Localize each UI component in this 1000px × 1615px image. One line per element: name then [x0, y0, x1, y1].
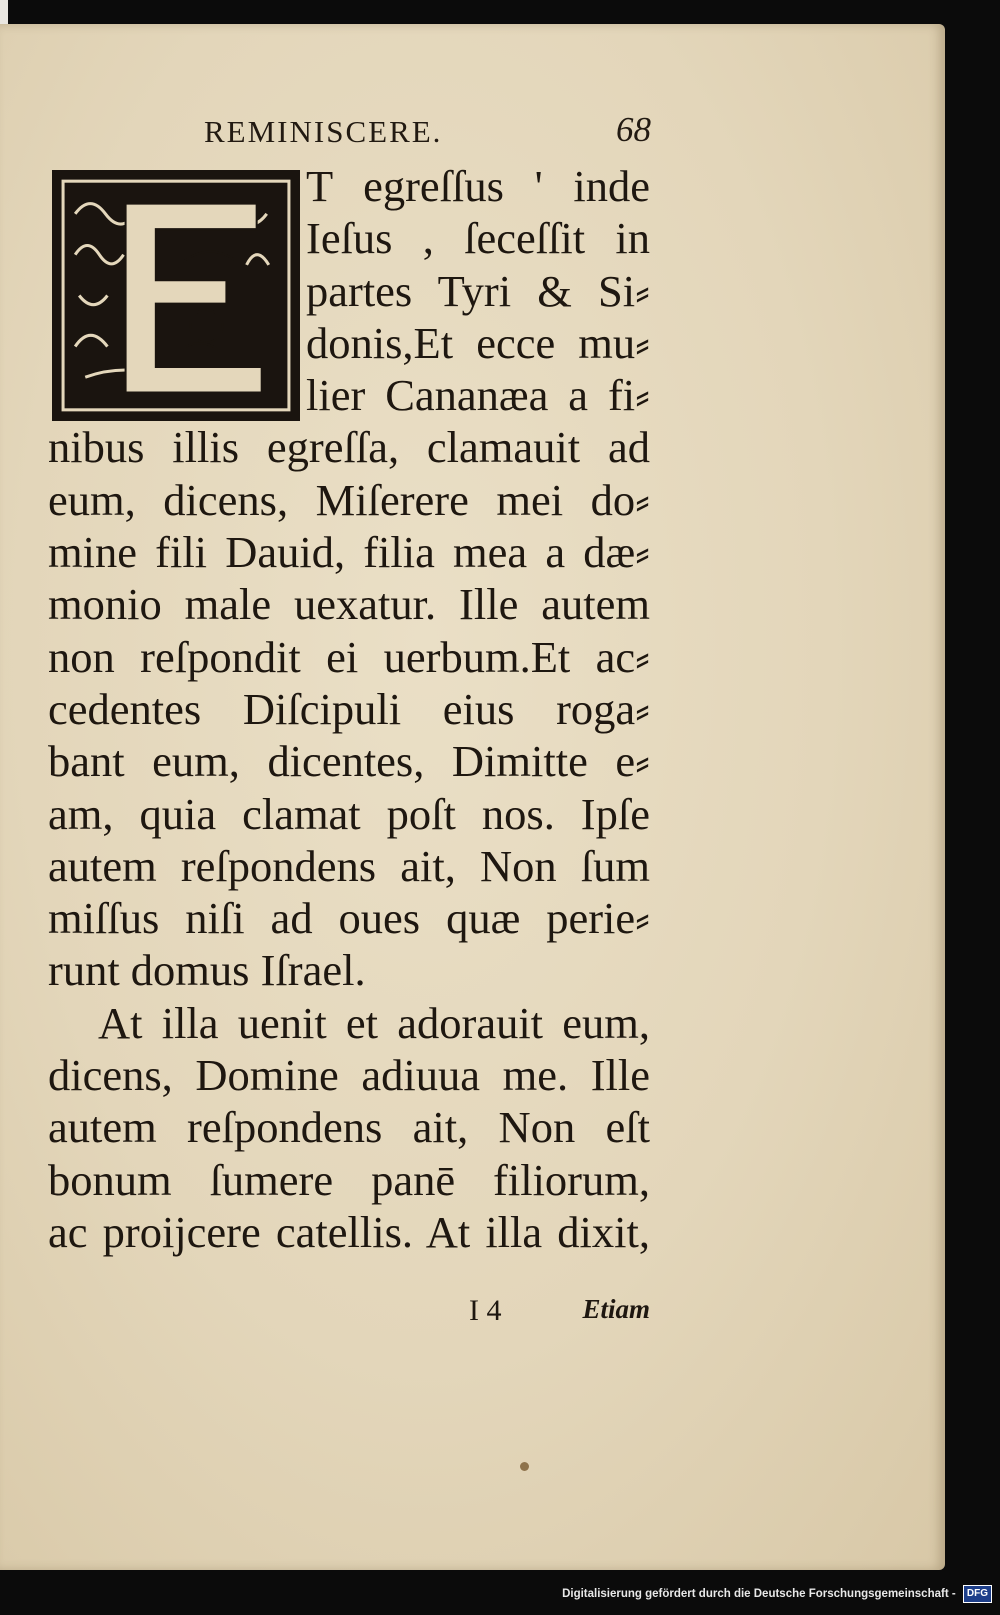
main-text	[48, 160, 650, 1258]
text-line: eum, dicens, Miſerere mei do⸗	[48, 474, 650, 525]
page-number: 68	[616, 110, 651, 149]
text-line: nibus illis egreſſa, clamauit ad	[48, 422, 650, 473]
text-line: dicens, Domine adiuua me. Ille	[48, 1050, 650, 1101]
text-line: autem reſpondens ait, Non ſum	[48, 840, 650, 891]
paper-blemish	[520, 1462, 529, 1471]
text-line: At illa uenit et adorauit eum,	[98, 997, 650, 1048]
text-line: autem reſpondens ait, Non eſt	[48, 1102, 650, 1153]
digitization-credit	[562, 1576, 992, 1612]
text-line: runt domus Iſrael.	[48, 945, 366, 996]
text-line: partes Tyri & Si⸗	[306, 265, 650, 316]
credit-text: Digitalisierung gefördert durch die Deutsche Forschungsgemeinschaft -	[562, 1588, 956, 1600]
text-line: bant eum, dicentes, Dimitte e⸗	[48, 736, 650, 787]
text-line: cedentes Diſcipuli eius roga⸗	[48, 683, 650, 734]
text-line: donis,Et ecce mu⸗	[306, 317, 650, 368]
text-line: bonum ſumere panē filiorum,	[48, 1154, 650, 1205]
text-line: non reſpondit ei uerbum.Et ac⸗	[48, 631, 650, 682]
text-line: mine fili Dauid, filia mea a dæ⸗	[48, 527, 650, 578]
page-footer	[463, 1290, 650, 1330]
catchword: Etiam	[582, 1294, 650, 1324]
text-line: monio male uexatur. Ille autem	[48, 579, 650, 630]
signature-mark: I 4	[469, 1294, 502, 1327]
text-line: Ieſus , ſeceſſit in	[306, 213, 650, 264]
text-line: miſſus niſi ad oues quæ perie⸗	[48, 893, 650, 944]
text-line: ac proijcere catellis. At illa dixit,	[48, 1206, 650, 1257]
running-head: REMINISCERE.	[204, 114, 443, 149]
text-line: lier Cananæa a fi⸗	[306, 370, 650, 421]
page-header	[200, 92, 655, 149]
text-line: am, quia clamat poſt nos. Ipſe	[48, 788, 650, 839]
text-line: T egreſſus ' inde	[306, 161, 650, 211]
dfg-logo-icon: DFG	[963, 1585, 992, 1603]
